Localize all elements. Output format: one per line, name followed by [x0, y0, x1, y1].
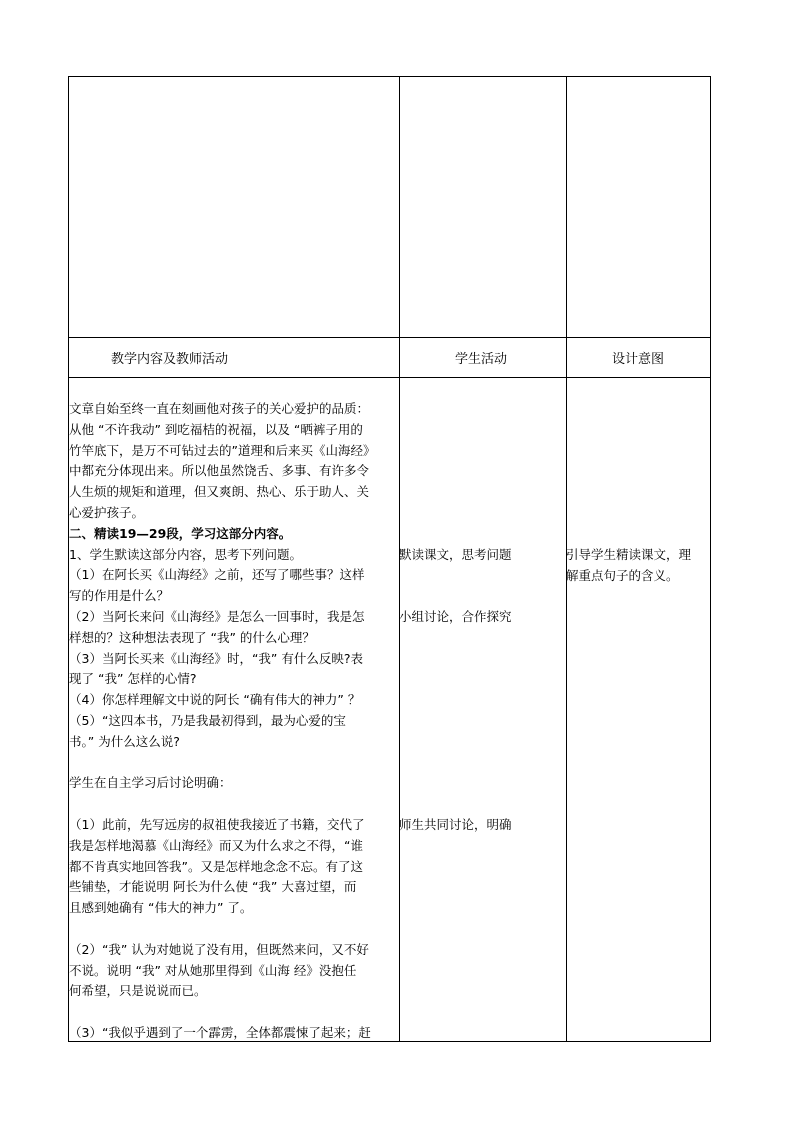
blank-line	[69, 1002, 399, 1023]
content-line: （2）“我” 认为对她说了没有用，但既然来问，又不好	[69, 941, 369, 957]
content-line: （5）“这四本书，乃是我最初得到，最为心爱的宝	[69, 712, 346, 728]
header-student-activity: 学生活动	[455, 351, 508, 367]
content-line: （1）在阿长买《山海经》之前，还写了哪些事？这样	[69, 567, 365, 583]
content-line: 1、学生默读这部分内容，思考下列问题。	[69, 546, 302, 562]
content-line: 中都充分体现出来。所以他虽然饶舌、多事、有许多令	[69, 463, 370, 479]
student-activity-discuss: 小组讨论，合作探究	[399, 609, 512, 624]
content-line: 从他 “不许我动” 到吃福桔的祝福，以及 “晒裤子用的	[69, 421, 363, 437]
content-line: 样想的？这种想法表现了 “我” 的什么心理？	[69, 629, 315, 645]
content-line: 何希望，只是说说而已。	[69, 983, 207, 999]
content-line: 现了 “我” 怎样的心情?	[69, 671, 197, 687]
content-line: 些铺垫，才能说明 阿长为什么使 “我” 大喜过望，而	[69, 879, 357, 895]
design-intent-line: 解重点句子的含义。	[566, 567, 679, 583]
content-line: 且感到她确有 “伟大的神力” 了。	[69, 900, 253, 916]
blank-line	[69, 919, 399, 940]
content-line: 文章自始至终一直在刻画他对孩子的关心爱护的品质：	[69, 401, 370, 416]
content-line: 二、精读19—29段，学习这部分内容。	[69, 525, 292, 541]
content-line: （2）当阿长来问《山海经》是怎么一回事时，我是怎	[69, 608, 365, 624]
content-line: （1）此前，先写远房的叔祖使我接近了书籍，交代了	[69, 816, 365, 832]
content-line: 竹竿底下，是万不可钻过去的”道理和后来买《山海经》	[69, 442, 376, 458]
blank-line	[69, 753, 399, 774]
content-line: 学生在自主学习后讨论明确：	[69, 775, 232, 791]
content-line: （4）你怎样理解文中说的阿长 “确有伟大的神力” ？	[69, 692, 361, 708]
content-line: 不说。说明 “我” 对从她那里得到《山海 经》没抱任	[69, 962, 357, 978]
lesson-plan-table	[68, 76, 711, 1042]
content-line: （3）当阿长买来《山海经》时，“我” 有什么反映?表	[69, 650, 364, 666]
student-activity-read: 默读课文，思考问题	[399, 547, 512, 562]
content-line: 书。” 为什么这么说?	[69, 733, 180, 749]
header-design-intent: 设计意图	[612, 351, 665, 367]
design-intent-cell	[566, 545, 711, 587]
content-line: 我是怎样地渴慕《山海经》而又为什么求之不得，“谁	[69, 837, 363, 853]
content-line: （3）“我似乎遇到了一个霹雳，全体都震悚了起来；赶	[69, 1024, 371, 1040]
design-intent-line: 引导学生精读课文，理	[566, 547, 692, 562]
content-line: 人生烦的规矩和道理，但又爽朗、热心、乐于助人、关	[69, 484, 370, 500]
header-content: 教学内容及教师活动	[111, 351, 229, 367]
content-cell	[69, 399, 399, 1042]
row-divider-2	[69, 377, 710, 378]
content-line: 写的作用是什么？	[69, 588, 170, 604]
student-activity-clarify: 师生共同讨论，明确	[399, 817, 512, 832]
blank-line	[69, 794, 399, 815]
content-line: 都不肯真实地回答我”。又是怎样地念念不忘。有了这	[69, 858, 363, 874]
content-line: 心爱护孩子。	[69, 504, 145, 520]
